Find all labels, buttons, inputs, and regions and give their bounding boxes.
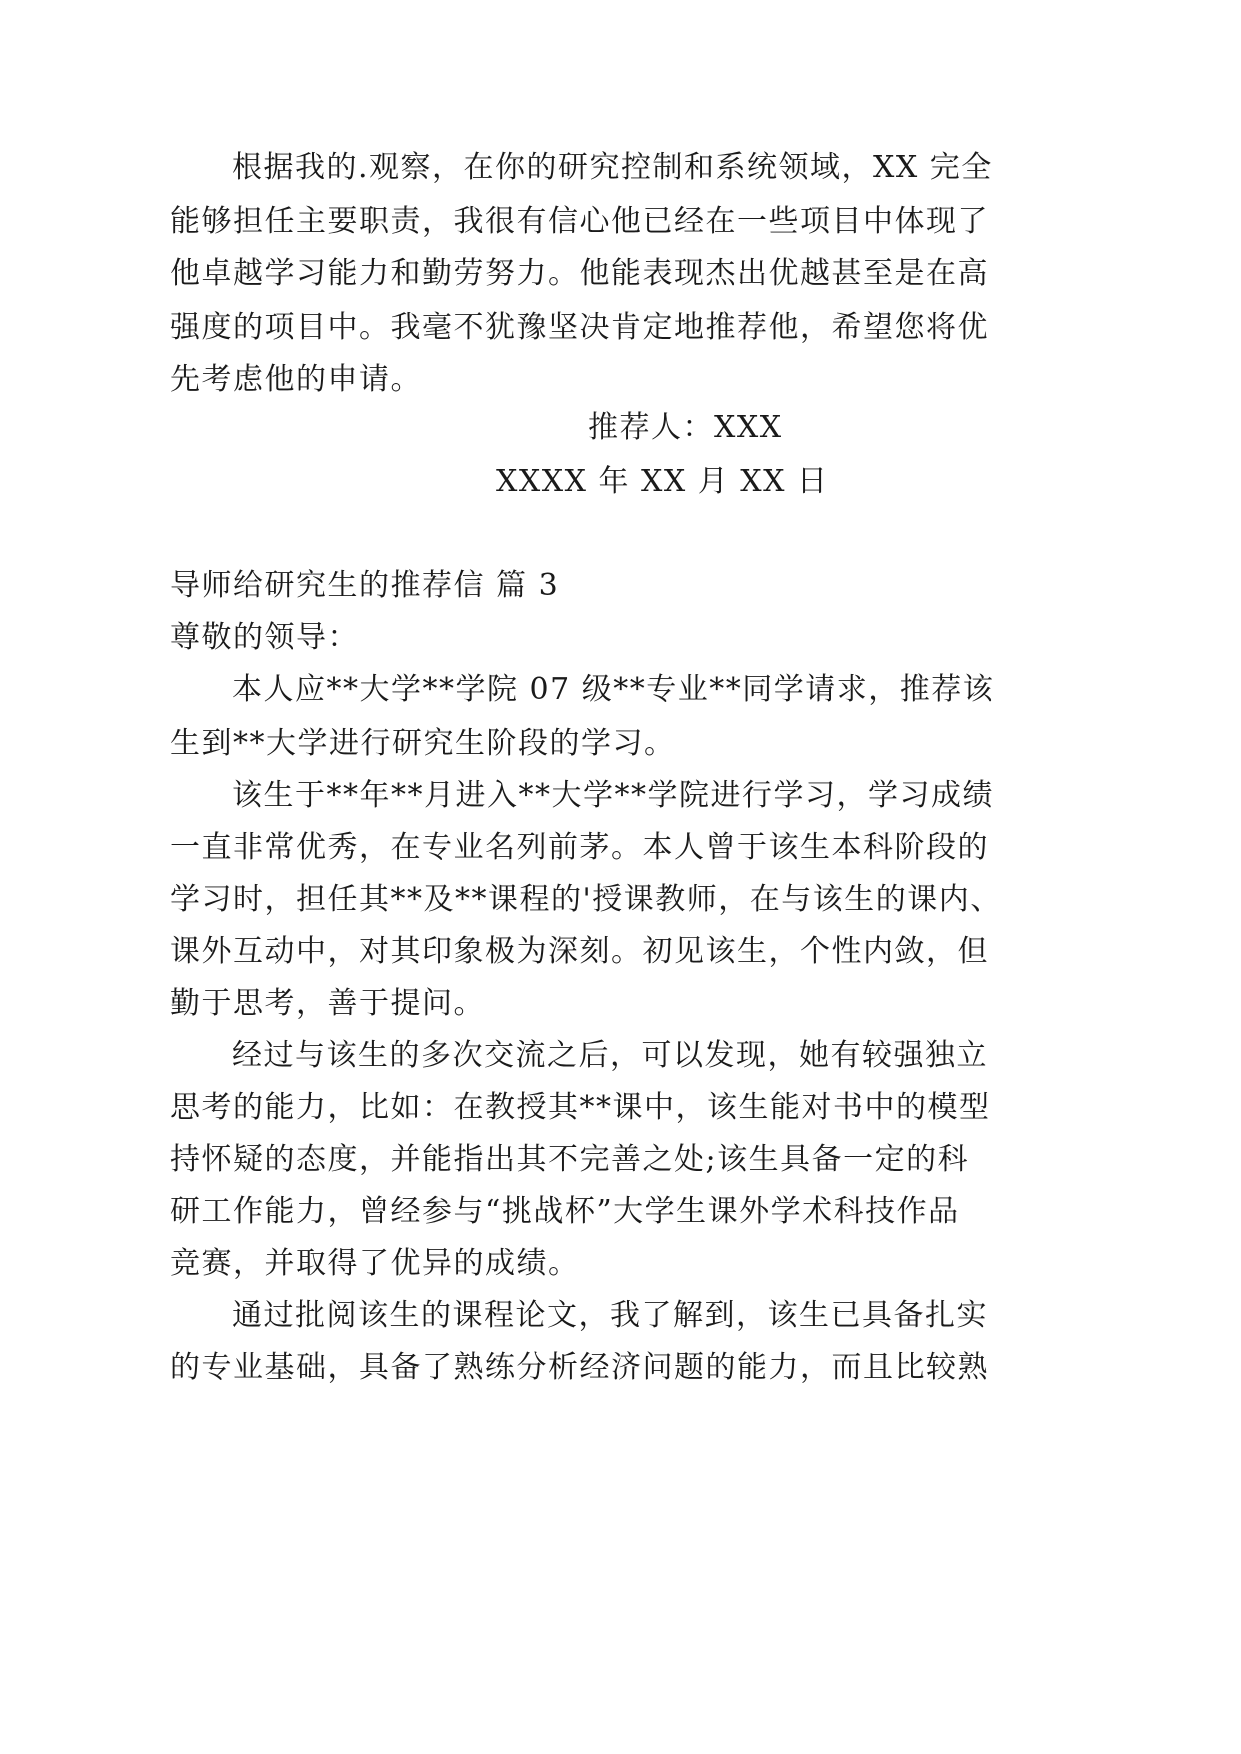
paragraph-1-line-1: 根据我的.观察，在你的研究控制和系统领域，XX 完全 (232, 150, 993, 185)
paragraph-3-line-3: 学习时，担任其**及**课程的'授课教师，在与该生的课内、 (170, 882, 1002, 917)
paragraph-3-line-4: 课外互动中，对其印象极为深刻。初见该生，个性内敛，但 (170, 934, 989, 969)
paragraph-1-line-2: 能够担任主要职责，我很有信心他已经在一些项目中体现了 (170, 204, 989, 239)
paragraph-3-line-2: 一直非常优秀，在专业名列前茅。本人曾于该生本科阶段的 (170, 830, 989, 865)
recommender-signature: 推荐人：XXX (588, 410, 783, 445)
paragraph-1-line-4: 强度的项目中。我毫不犹豫坚决肯定地推荐他，希望您将优 (170, 310, 989, 345)
paragraph-5-line-2: 的专业基础，具备了熟练分析经济问题的能力，而且比较熟 (170, 1350, 989, 1385)
paragraph-4-line-5: 竞赛，并取得了优异的成绩。 (170, 1246, 580, 1281)
paragraph-4-line-2: 思考的能力，比如：在教授其**课中，该生能对书中的模型 (170, 1090, 991, 1125)
paragraph-4-line-4: 研工作能力，曾经参与“挑战杯”大学生课外学术科技作品 (170, 1194, 960, 1229)
letter-date: XXXX 年 XX 月 XX 日 (496, 464, 829, 499)
paragraph-5-line-1: 通过批阅该生的课程论文，我了解到，该生已具备扎实 (232, 1298, 988, 1333)
paragraph-2-line-2: 生到**大学进行研究生阶段的学习。 (170, 726, 676, 761)
salutation: 尊敬的领导： (170, 620, 359, 655)
paragraph-3-line-5: 勤于思考，善于提问。 (170, 986, 485, 1021)
section-title: 导师给研究生的推荐信 篇 3 (170, 568, 560, 603)
paragraph-2-line-1: 本人应**大学**学院 07 级**专业**同学请求，推荐该 (232, 672, 995, 707)
paragraph-3-line-1: 该生于**年**月进入**大学**学院进行学习，学习成绩 (232, 778, 994, 813)
paragraph-1-line-5: 先考虑他的申请。 (170, 362, 422, 397)
paragraph-1-line-3: 他卓越学习能力和勤劳努力。他能表现杰出优越甚至是在高 (170, 256, 989, 291)
paragraph-4-line-1: 经过与该生的多次交流之后，可以发现，她有较强独立 (232, 1038, 988, 1073)
paragraph-4-line-3: 持怀疑的态度，并能指出其不完善之处;该生具备一定的科 (170, 1142, 970, 1177)
